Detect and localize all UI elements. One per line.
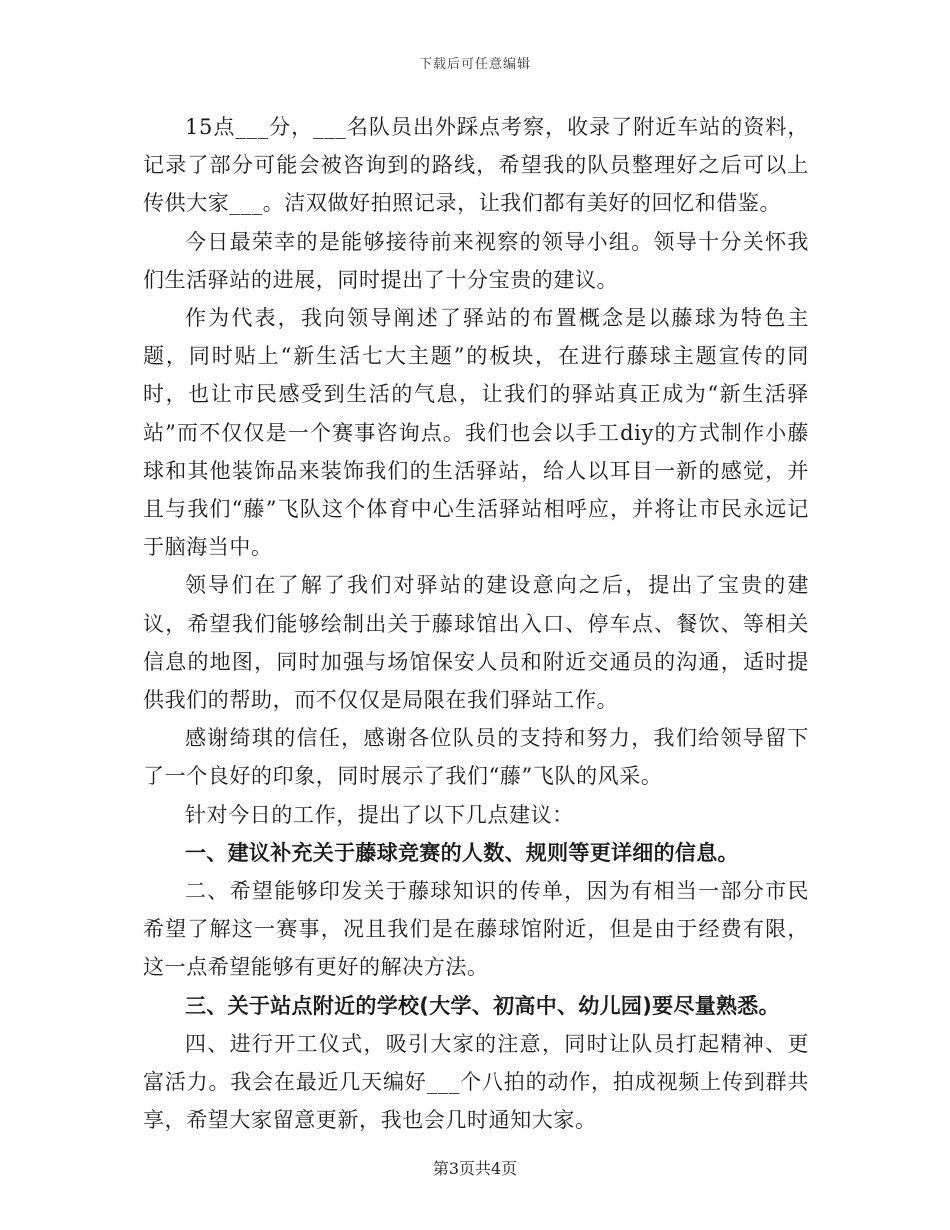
page-number: 第3页共4页 bbox=[432, 1159, 518, 1178]
document-body bbox=[143, 108, 809, 1139]
page-header: 下载后可任意编辑 bbox=[418, 57, 531, 72]
suggestion-item-1: 一、建议补充关于藤球竞赛的人数、规则等更详细的信息。 bbox=[185, 840, 739, 865]
paragraph-site-survey: 15点___分，___名队员出外踩点考察，收录了附近车站的资料，记录了部分可能会被咨询到的路线，希望我的队员整理好之后可以上传供大家___。洁双做好拍照记录，让我们都有美好的回忆和借鉴。 bbox=[143, 115, 809, 216]
suggestion-item-4: 四、进行开工仪式，吸引大家的注意，同时让队员打起精神、更富活力。我会在最近几天编好___个八拍的动作，拍成视频上传到群共享，希望大家留意更新，我也会几时通知大家。 bbox=[143, 1031, 809, 1133]
paragraph-leader-suggestions: 领导们在了解了我们对驿站的建设意向之后，提出了宝贵的建议，希望我们能够绘制出关于藤球馆出入口、停车点、餐饮、等相关信息的地图，同时加强与场馆保安人员和附近交通员的沟通，适时提供我们的帮助，而不仅仅是局限在我们驿站工作。 bbox=[143, 573, 809, 713]
paragraph-suggestions-intro: 针对今日的工作，提出了以下几点建议： bbox=[185, 802, 574, 827]
paragraph-thanks: 感谢绮琪的信任，感谢各位队员的支持和努力，我们给领导留下了一个良好的印象，同时展示了我们“藤”飞队的风采。 bbox=[143, 726, 809, 789]
paragraph-station-concept: 作为代表，我向领导阐述了驿站的布置概念是以藤球为特色主题，同时贴上“新生活七大主题”的板块，在进行藤球主题宣传的同时，也让市民感受到生活的气息，让我们的驿站真正成为“新生活驿站”而不仅仅是一个赛事咨询点。我们也会以手工diy的方式制作小藤球和其他装饰品来装饰我们的生活驿站，给人以耳目一新的感觉，并且与我们“藤”飞队这个体育中心生活驿站相呼应，并将让市民永远记于脑海当中。 bbox=[143, 306, 809, 560]
suggestion-item-3: 三、关于站点附近的学校(大学、初高中、幼儿园)要尽量熟悉。 bbox=[185, 993, 780, 1018]
paragraph-leader-visit: 今日最荣幸的是能够接待前来视察的领导小组。领导十分关怀我们生活驿站的进展，同时提出了十分宝贵的建议。 bbox=[143, 229, 809, 292]
suggestion-item-2: 二、希望能够印发关于藤球知识的传单，因为有相当一部分市民希望了解这一赛事，况且我们是在藤球馆附近，但是由于经费有限，这一点希望能够有更好的解决方法。 bbox=[143, 879, 809, 980]
